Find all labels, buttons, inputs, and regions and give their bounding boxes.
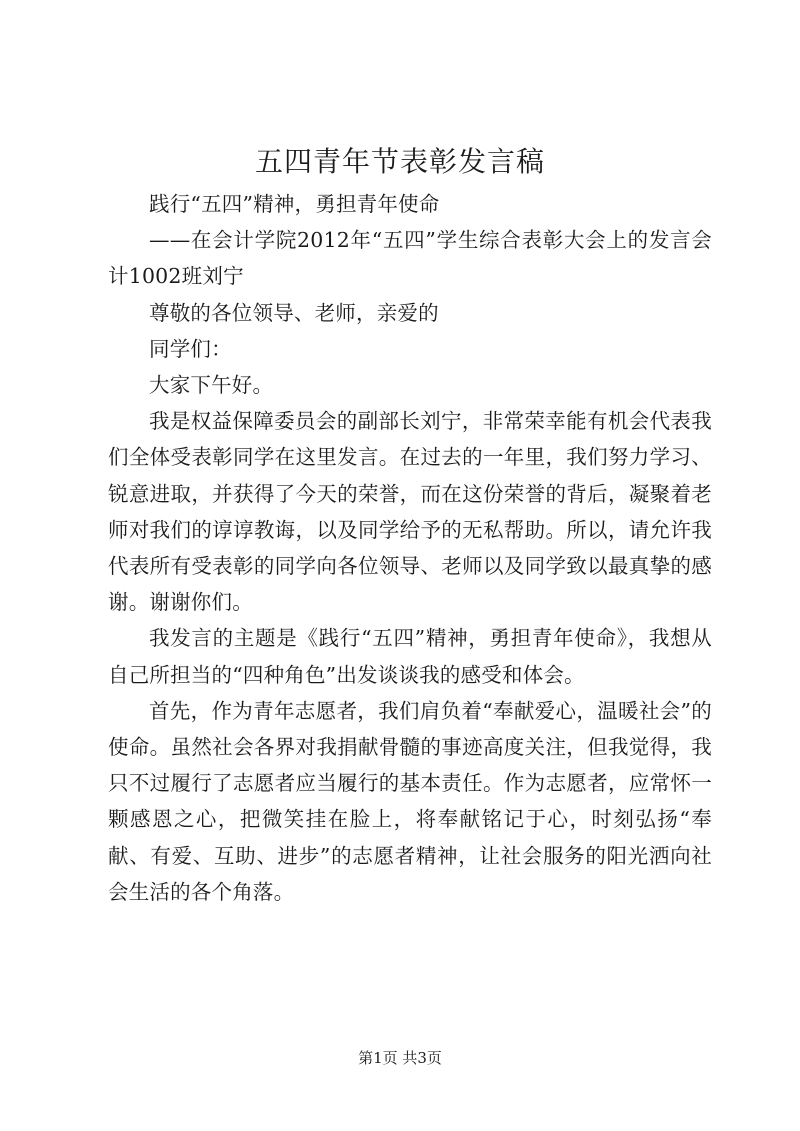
paragraph-theme: 我发言的主题是《践行“五四”精神，勇担青年使命》，我想从自己所担当的“四种角色”出发谈谈我的感受和体会。 <box>108 626 712 687</box>
paragraph-salutation-continued: 同学们： <box>149 336 232 361</box>
page-footer: 第1页 共3页 <box>358 1049 442 1067</box>
paragraph-salutation: 尊敬的各位领导、老师，亲爱的 <box>149 300 439 325</box>
document-body <box>108 186 712 910</box>
paragraph-volunteer-role: 首先，作为青年志愿者，我们肩负着“奉献爱心，温暖社会”的使命。虽然社会各界对我捐献骨髓的事迹高度关注，但我觉得，我只不过履行了志愿者应当履行的基本责任。作为志愿者，应常怀一颗感恩之心，把微笑挂在脸上，将奉献铭记于心，时刻弘扬“奉献、有爱、互助、进步”的志愿者精神，让社会服务的阳光洒向社会生活的各个角落。 <box>108 698 712 904</box>
paragraph-introduction: 我是权益保障委员会的副部长刘宁，非常荣幸能有机会代表我们全体受表彰同学在这里发言。在过去的一年里，我们努力学习、锐意进取，并获得了今天的荣誉，而在这份荣誉的背后，凝聚着老师对我们的谆谆教诲，以及同学给予的无私帮助。所以，请允许我代表所有受表彰的同学向各位领导、老师以及同学致以最真挚的感谢。谢谢你们。 <box>108 409 712 615</box>
document-title: 五四青年节表彰发言稿 <box>254 145 545 178</box>
paragraph-subtitle: 践行“五四”精神，勇担青年使命 <box>149 192 440 216</box>
paragraph-byline: ——在会计学院2012年“五四”学生综合表彰大会上的发言会计1002班刘宁 <box>108 228 712 289</box>
paragraph-greeting: 大家下午好。 <box>149 373 274 398</box>
